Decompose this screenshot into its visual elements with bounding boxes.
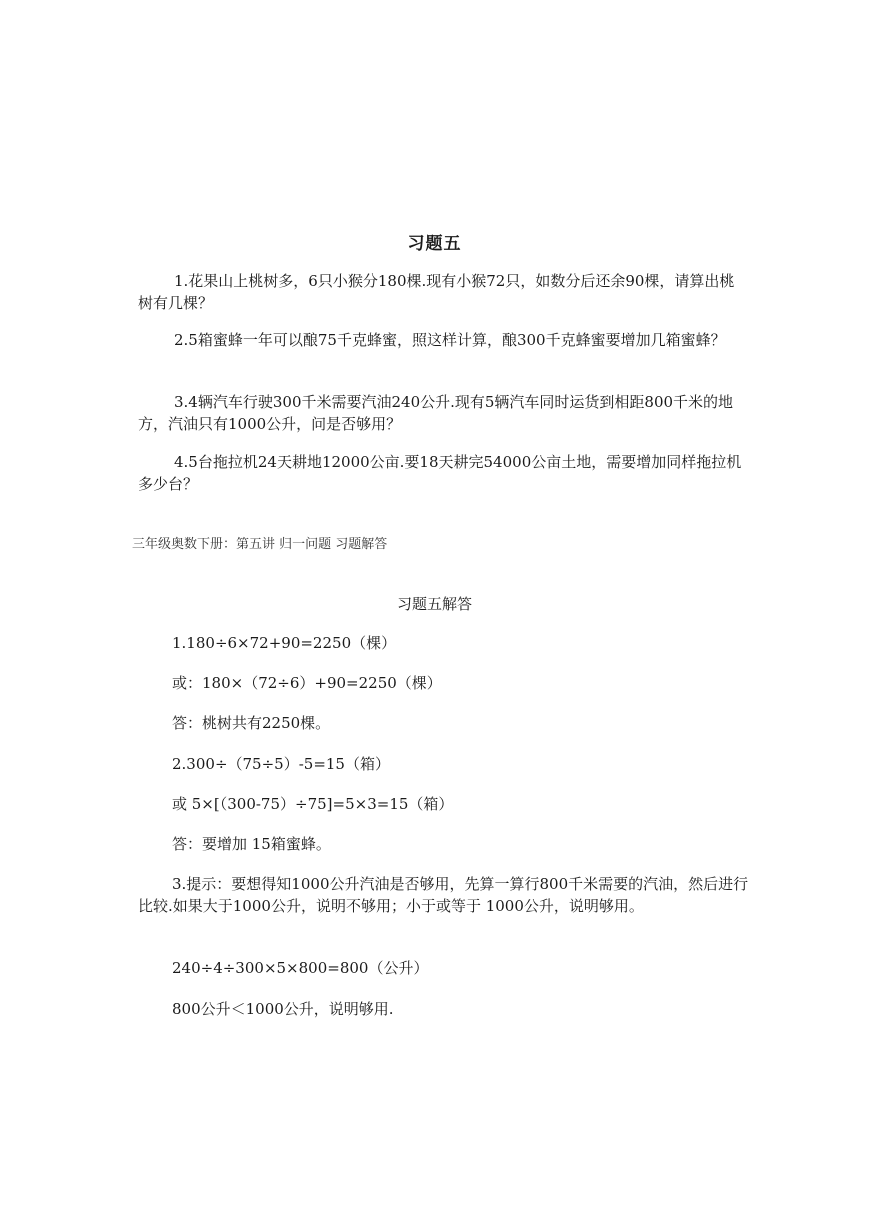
solution-3-conclusion: 800公升＜1000公升，说明够用.: [172, 1000, 394, 1018]
problem-4: 4.5台拖拉机24天耕地12000公亩.要18天耕完54000公亩土地，需要增加同样拖拉机多少台？: [138, 453, 742, 493]
solution-3-calculation: 240÷4÷300×5×800=800（公升）: [172, 959, 429, 977]
problem-2: 2.5箱蜜蜂一年可以酿75千克蜂蜜，照这样计算，酿300千克蜂蜜要增加几箱蜜蜂？: [174, 331, 726, 349]
solution-1-line-1: 1.180÷6×72+90=2250（棵）: [172, 634, 397, 652]
solution-1-answer: 答：桃树共有2250棵。: [172, 714, 331, 732]
exercise-title: 习题五: [407, 234, 462, 254]
solution-2-answer: 答：要增加 15箱蜜蜂。: [172, 835, 331, 853]
solution-1-line-2: 或：180×（72÷6）+90=2250（棵）: [172, 674, 442, 692]
solution-2-line-2: 或 5×[（300-75）÷75]=5×3=15（箱）: [172, 795, 454, 813]
section-caption: 三年级奥数下册：第五讲 归一问题 习题解答: [132, 537, 388, 552]
problem-3: 3.4辆汽车行驶300千米需要汽油240公升.现有5辆汽车同时运货到相距800千米的地方，汽油只有1000公升，问是否够用？: [138, 393, 734, 433]
problem-1: 1.花果山上桃树多，6只小猴分180棵.现有小猴72只，如数分后还余90棵，请算出桃树有几棵？: [138, 272, 735, 312]
solution-3-hint: 3.提示：要想得知1000公升汽油是否够用，先算一算行800千米需要的汽油，然后进行比较.如果大于1000公升，说明不够用；小于或等于 1000公升，说明够用。: [138, 875, 749, 915]
solution-2-line-1: 2.300÷（75÷5）-5=15（箱）: [172, 755, 390, 773]
solution-title: 习题五解答: [396, 595, 472, 613]
